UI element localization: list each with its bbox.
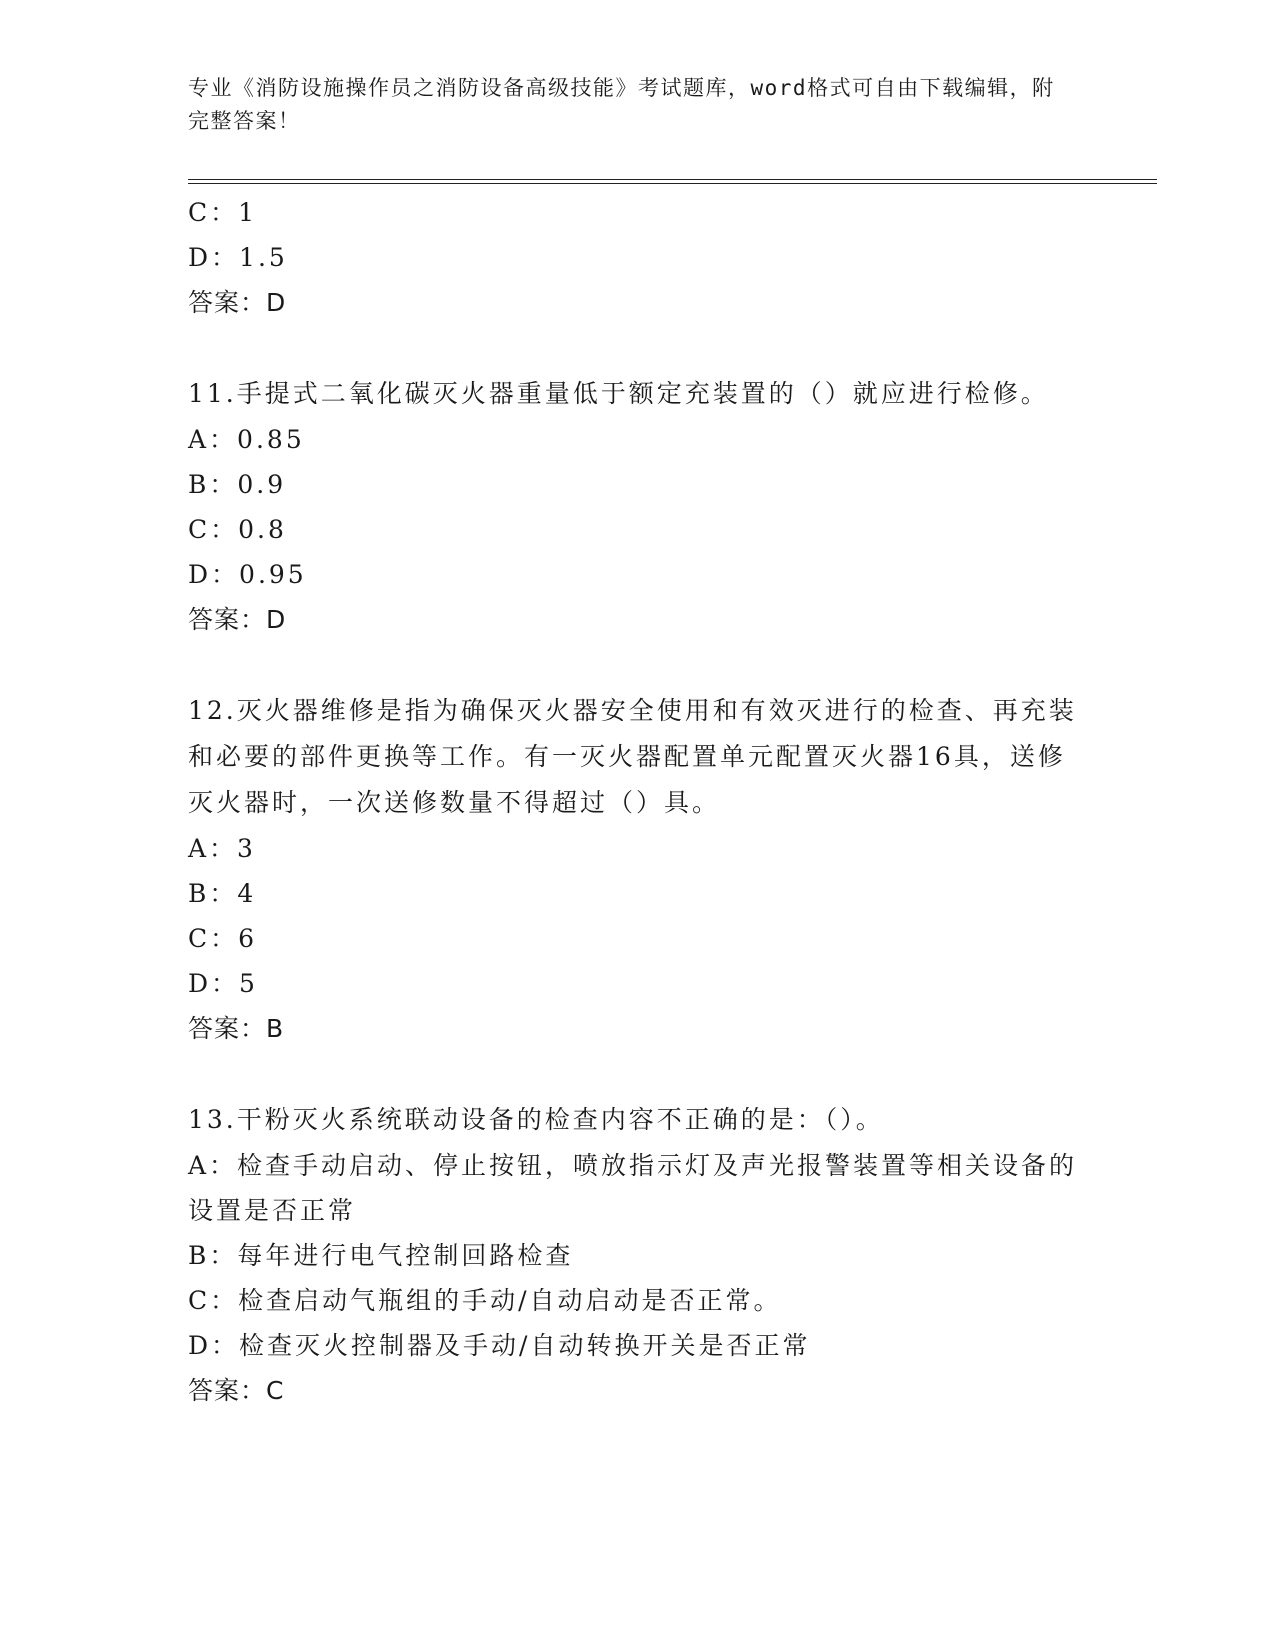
option-a: A：0.85 bbox=[188, 425, 305, 454]
option-b: B：每年进行电气控制回路检查 bbox=[188, 1241, 574, 1270]
header-divider-top bbox=[188, 179, 1157, 180]
option-d: D：5 bbox=[188, 969, 258, 998]
question-text: 13.干粉灭火系统联动设备的检查内容不正确的是：（）。 bbox=[188, 1105, 884, 1134]
question-block-13 bbox=[188, 1097, 1088, 1413]
option-c: C：6 bbox=[188, 924, 258, 953]
option-c: C：0.8 bbox=[188, 515, 287, 544]
option-c: C：1 bbox=[188, 198, 258, 227]
question-text: 12.灭火器维修是指为确保灭火器安全使用和有效灭进行的检查、再充装和必要的部件更换等工作。有一灭火器配置单元配置灭火器16具，送修灭火器时，一次送修数量不得超过（）具。 bbox=[188, 696, 1077, 817]
option-b: B：0.9 bbox=[188, 470, 287, 499]
question-block-partial bbox=[188, 190, 1088, 325]
answer-line: 答案：C bbox=[188, 1376, 285, 1405]
option-d: D：1.5 bbox=[188, 243, 288, 272]
option-d: D：0.95 bbox=[188, 560, 307, 589]
page-header: 专业《消防设施操作员之消防设备高级技能》考试题库，word格式可自由下载编辑，附完整答案！ bbox=[188, 76, 1055, 133]
option-a: A：检查手动启动、停止按钮，喷放指示灯及声光报警装置等相关设备的设置是否正常 bbox=[188, 1151, 1078, 1225]
answer-line: 答案：B bbox=[188, 1014, 285, 1043]
question-list bbox=[188, 190, 1088, 1459]
answer-line: 答案：D bbox=[188, 288, 287, 317]
option-b: B：4 bbox=[188, 879, 257, 908]
option-a: A：3 bbox=[188, 834, 256, 863]
question-block-11 bbox=[188, 371, 1088, 642]
option-d: D：检查灭火控制器及手动/自动转换开关是否正常 bbox=[188, 1331, 811, 1360]
question-block-12 bbox=[188, 688, 1088, 1051]
answer-line: 答案：D bbox=[188, 605, 287, 634]
header-divider-bottom bbox=[188, 183, 1157, 184]
question-text: 11.手提式二氧化碳灭火器重量低于额定充装置的（）就应进行检修。 bbox=[188, 379, 1049, 408]
option-c: C：检查启动气瓶组的手动/自动启动是否正常。 bbox=[188, 1286, 782, 1315]
